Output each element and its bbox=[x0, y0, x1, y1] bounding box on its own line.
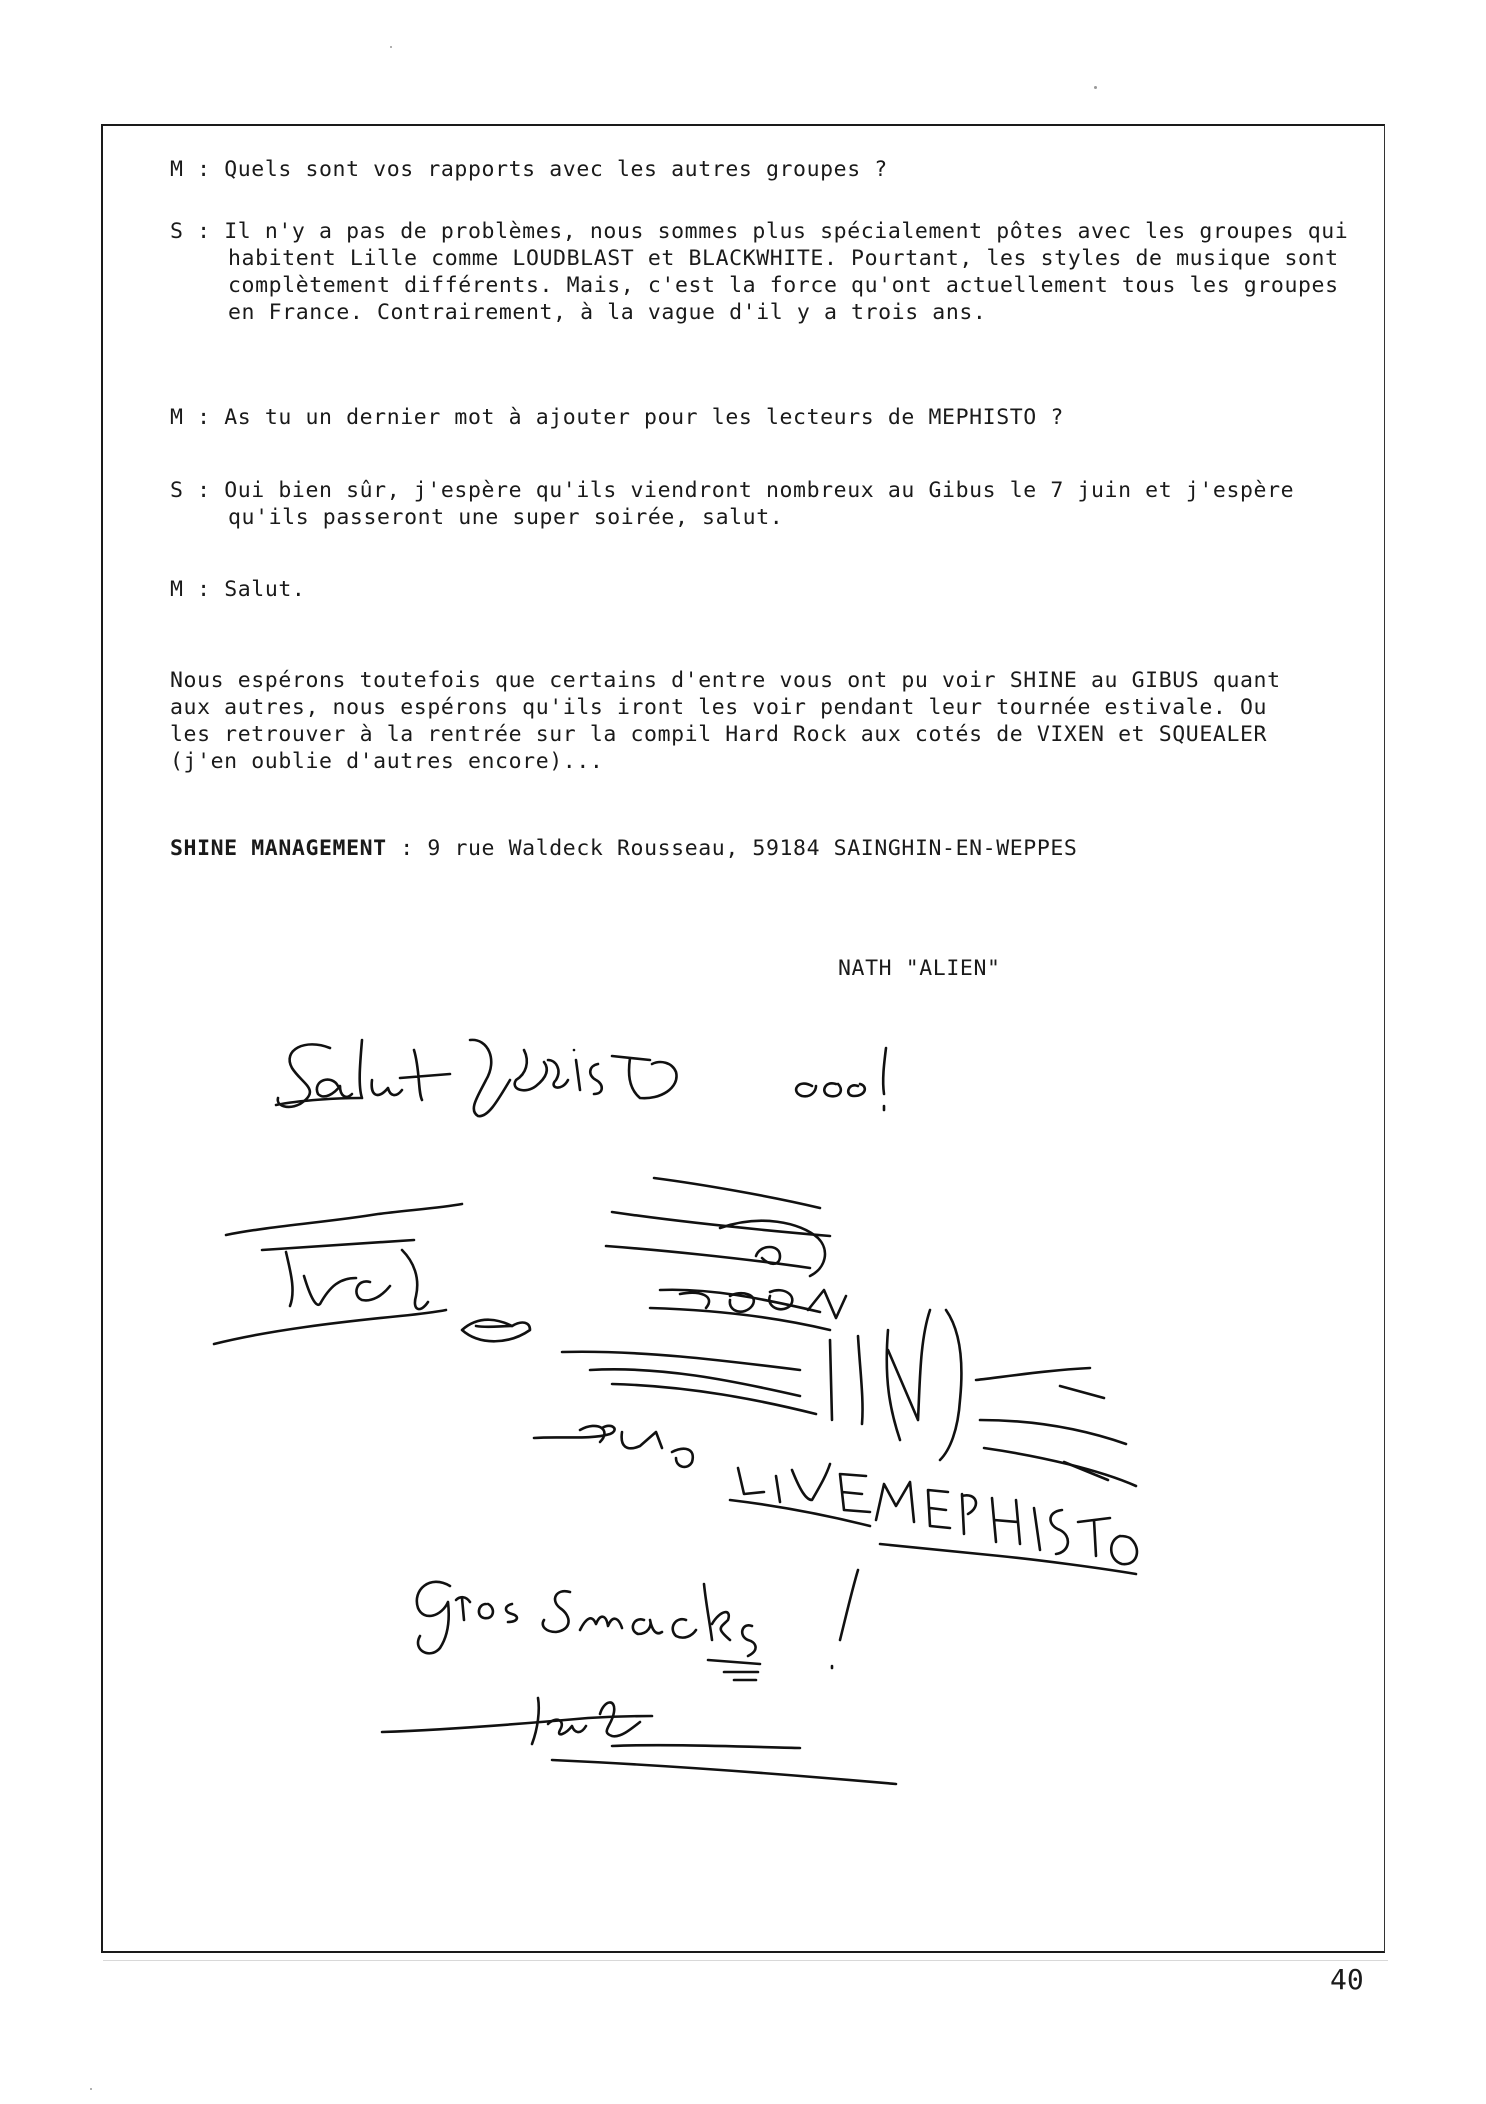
article-author: NATH "ALIEN" bbox=[838, 956, 1001, 981]
scan-speck bbox=[1094, 86, 1097, 89]
page-number: 40 bbox=[1330, 1963, 1364, 1996]
interview-line-4: S : Oui bien sûr, j'espère qu'ils viendront nombreux au Gibus le 7 juin et j'espère qu'ils passeront une super soirée, salut. bbox=[170, 478, 1308, 530]
interview-line-2: S : Il n'y a pas de problèmes, nous sommes plus spécialement pôtes avec les groupes qui habitent Lille comme LOUDBLAST et BLACKWHITE. Pourtant, les styles de musique sont complètement différents. Mais, c'est la force qu'ont actuellement tous les groupes en France. Contrairement, à la vague d'il y a trois ans. bbox=[170, 219, 1362, 325]
interview-line-1: M : Quels sont vos rapports avec les autres groupes ? bbox=[170, 157, 888, 182]
management-address: SHINE MANAGEMENT : 9 rue Waldeck Rousseau, 59184 SAINGHIN-EN-WEPPES bbox=[170, 836, 1078, 861]
interview-line-5: M : Salut. bbox=[170, 577, 306, 602]
interview-line-3: M : As tu un dernier mot à ajouter pour les lecteurs de MEPHISTO ? bbox=[170, 405, 1064, 430]
scan-speck bbox=[390, 46, 392, 48]
closing-paragraph: Nous espérons toutefois que certains d'entre vous ont pu voir SHINE au GIBUS quant aux autres, nous espérons qu'ils iront les voir pendant leur tournée estivale. Ou les retrouver à la rentrée sur la compil Hard Rock aux cotés de VIXEN et SQUEALER (j'en oublie d'autres encore)... bbox=[170, 668, 1295, 774]
scan-speck bbox=[90, 2088, 92, 2090]
